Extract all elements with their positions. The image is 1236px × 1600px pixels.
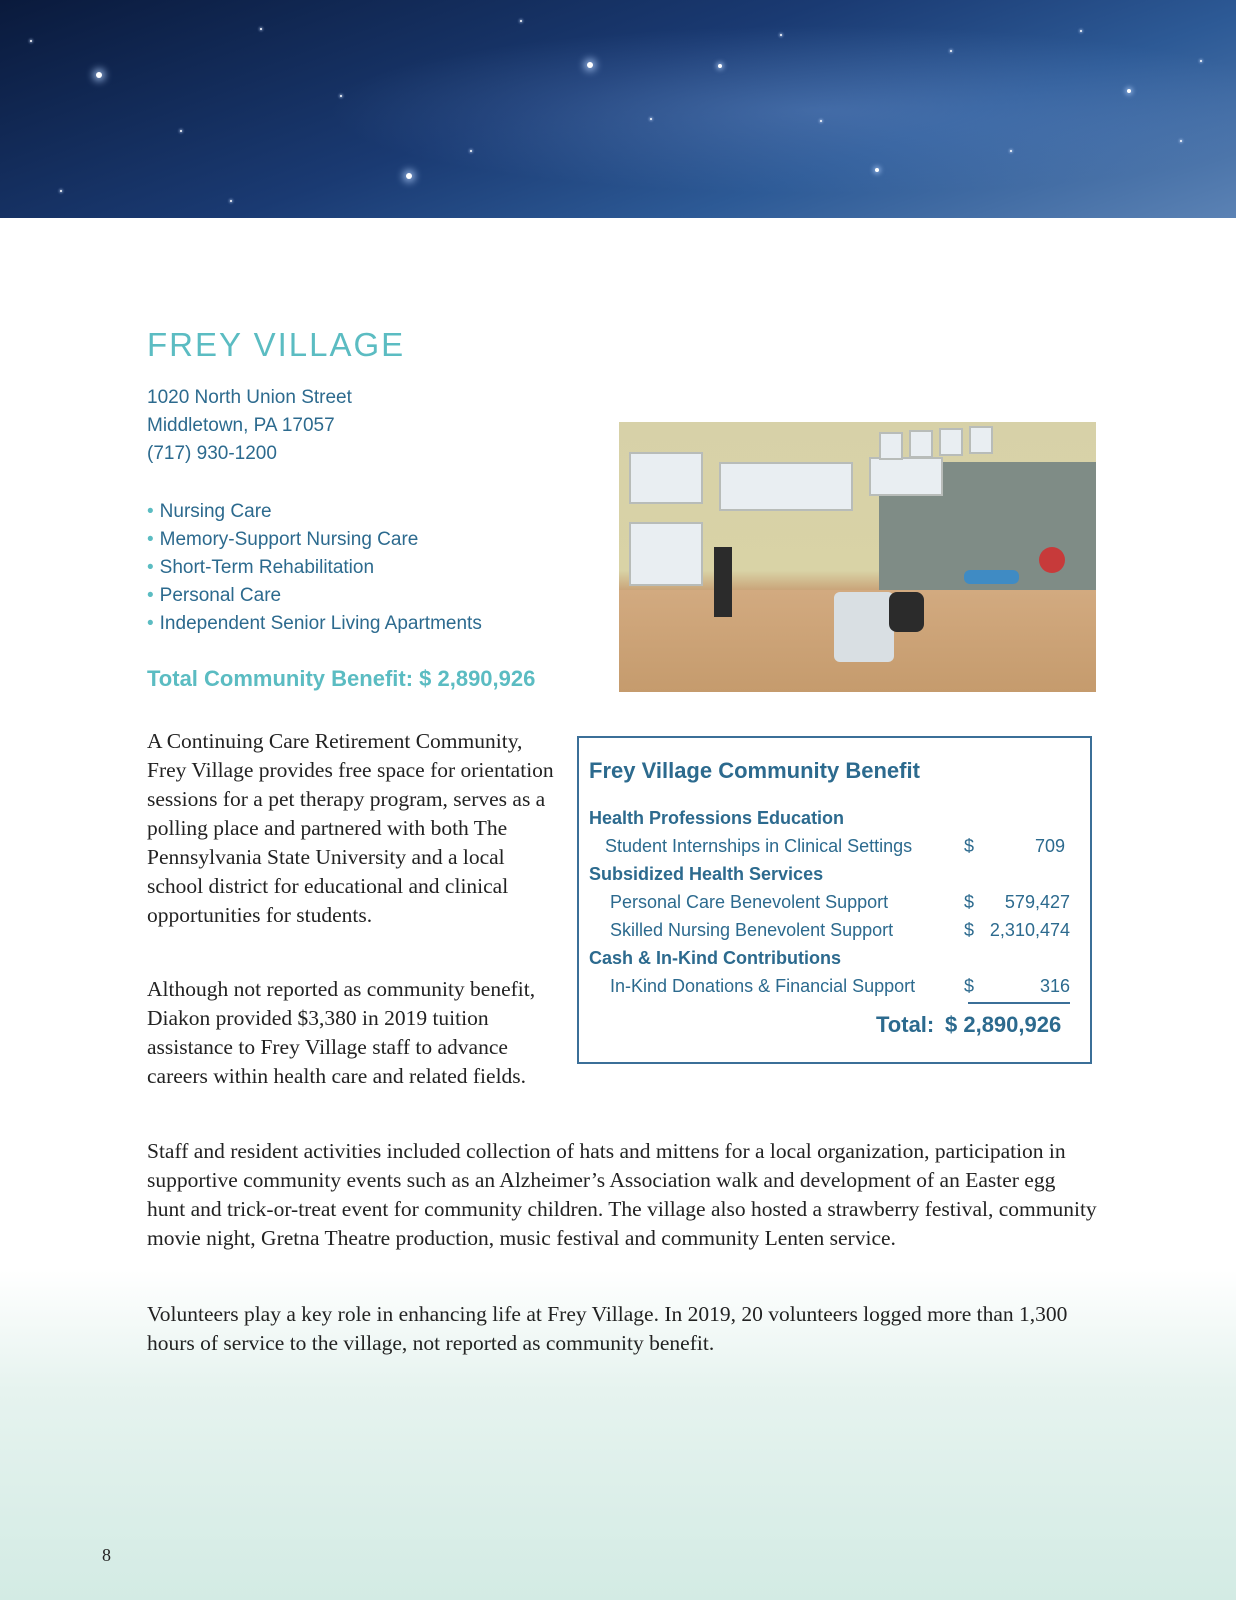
photo-seat <box>889 592 924 632</box>
item-currency: $ <box>964 920 975 940</box>
star <box>587 62 593 68</box>
paragraph-volunteers: Volunteers play a key role in enhancing life at Frey Village. In 2019, 20 volunteers logged more than 1,300 hours of service to the village, not reported as community benefit. <box>147 1302 1068 1355</box>
photo-shelf <box>714 547 732 617</box>
bullet-icon: • <box>147 501 154 522</box>
service-item <box>147 554 482 582</box>
service-label: Short-Term Rehabilitation <box>159 557 375 578</box>
service-label: Memory-Support Nursing Care <box>159 529 419 550</box>
photo-window <box>879 432 903 460</box>
paragraph-intro: A Continuing Care Retirement Community, Frey Village provides free space for orientation sessions for a pet therapy program, serves as a polling place and partnered with both The Pennsylvania State University and a local school district for educational and clinical opportunities for students. <box>147 729 554 927</box>
star <box>1080 30 1082 32</box>
item-currency: $ <box>964 892 975 912</box>
photo-window <box>909 430 933 458</box>
photo-mat-table <box>964 570 1019 584</box>
item-amount: 2,310,474 <box>989 920 1070 940</box>
bullet-icon: • <box>147 557 154 578</box>
star <box>1180 140 1182 142</box>
rehab-gym-photo <box>619 422 1096 692</box>
star <box>30 40 32 42</box>
service-item <box>147 610 482 638</box>
star <box>180 130 182 132</box>
service-item <box>147 498 482 526</box>
photo-window <box>969 426 993 454</box>
photo-window <box>629 452 703 504</box>
star <box>875 168 879 172</box>
service-item <box>147 582 482 610</box>
star <box>230 200 232 202</box>
photo-window <box>629 522 703 586</box>
star <box>780 34 782 36</box>
table-total-value: $ 2,890,926 <box>945 1012 1062 1037</box>
star <box>650 118 652 120</box>
item-label: In-Kind Donations & Financial Support <box>610 976 916 996</box>
star <box>1010 150 1012 152</box>
category-heading: Cash & In-Kind Contributions <box>589 948 841 968</box>
service-label: Personal Care <box>159 585 282 606</box>
photo-exercise-ball <box>1039 547 1065 573</box>
table-title: Frey Village Community Benefit <box>589 758 920 783</box>
address-block <box>147 384 352 468</box>
star <box>950 50 952 52</box>
star <box>520 20 522 22</box>
star <box>406 173 412 179</box>
star <box>1127 89 1131 93</box>
subtotal-rule <box>968 1002 1070 1004</box>
star <box>60 190 62 192</box>
item-currency: $ <box>964 976 975 996</box>
item-label: Student Internships in Clinical Settings <box>605 836 913 856</box>
table-total-label: Total: <box>876 1012 935 1037</box>
photo-window <box>939 428 963 456</box>
star <box>820 120 822 122</box>
city-state-zip: Middletown, PA 17057 <box>147 415 335 436</box>
header-starfield-image <box>0 0 1236 218</box>
service-label: Nursing Care <box>159 501 272 522</box>
star <box>1200 60 1202 62</box>
item-amount: 709 <box>1034 836 1065 856</box>
item-amount: 579,427 <box>1004 892 1070 912</box>
item-label: Personal Care Benevolent Support <box>610 892 889 912</box>
bullet-icon: • <box>147 529 154 550</box>
page-title: FREY VILLAGE <box>147 326 406 363</box>
item-amount: 316 <box>1039 976 1070 996</box>
phone-number: (717) 930-1200 <box>147 443 277 464</box>
total-community-benefit: Total Community Benefit: $ 2,890,926 <box>147 666 536 691</box>
photo-exercise-machine <box>834 592 894 662</box>
star <box>260 28 262 30</box>
community-benefit-table <box>577 736 1092 1064</box>
star <box>470 150 472 152</box>
category-heading: Subsidized Health Services <box>589 864 824 884</box>
category-heading: Health Professions Education <box>589 808 845 828</box>
photo-window <box>719 462 853 511</box>
services-list <box>147 498 482 638</box>
paragraph-tuition: Although not reported as community benefit, Diakon provided $3,380 in 2019 tuition assistance to Frey Village staff to advance careers within health care and related fields. <box>147 977 536 1088</box>
star <box>96 72 102 78</box>
item-currency: $ <box>964 836 975 856</box>
street-address: 1020 North Union Street <box>147 387 352 408</box>
service-label: Independent Senior Living Apartments <box>159 613 482 634</box>
bullet-icon: • <box>147 613 154 634</box>
star <box>340 95 342 97</box>
service-item <box>147 526 482 554</box>
item-label: Skilled Nursing Benevolent Support <box>610 920 894 940</box>
photo-window <box>869 457 943 496</box>
bullet-icon: • <box>147 585 154 606</box>
paragraph-activities: Staff and resident activities included collection of hats and mittens for a local organization, participation in supportive community events such as an Alzheimer’s Association walk and development of an Easter egg hunt and trick-or-treat event for community children. The village also hosted a strawberry festival, community movie night, Gretna Theatre production, music festival and community Lenten service. <box>147 1139 1097 1250</box>
page-number: 8 <box>102 1545 111 1565</box>
star <box>718 64 722 68</box>
